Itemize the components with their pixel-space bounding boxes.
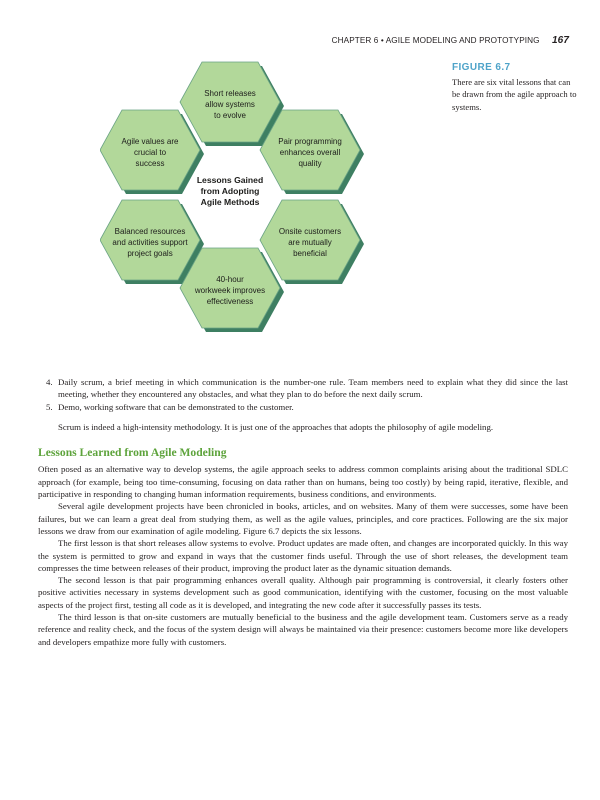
diagram-center-label <box>197 175 263 207</box>
paragraph: Several agile development projects have been chronicled in books, articles, and on websites. Many of them were successes, some have been failures, but we can learn a great deal from studying them, as well as the agile values, principles, and core practices. Following are the six major lessons we draw from our examination of agile modeling. Figure 6.7 depicts the six lessons. <box>38 501 568 536</box>
list-number: 4. <box>46 377 53 387</box>
center-text-line: Lessons Gained <box>196 175 264 185</box>
hexagon-short-releases <box>180 62 284 146</box>
page-number: 167 <box>552 35 569 46</box>
figure-label: FIGURE 6.7 <box>452 62 511 73</box>
hex-text-line: Balanced resources <box>114 227 186 236</box>
hex-text-line: project goals <box>127 249 173 258</box>
list-item <box>38 376 568 401</box>
hexagon-40-hour-workweek <box>180 248 284 332</box>
agile-lessons-diagram <box>100 56 380 346</box>
hexagon-onsite-customers <box>260 200 364 284</box>
paragraph: The first lesson is that short releases allow systems to evolve. Product updates are made often, and changes are incorporated quickly. In this way the system is permitted to grow and expand in ways that the customer finds useful. Through the use of short releases, the development team compresses the time between releases of their product, improving the product later as the dynamic situation demands. <box>38 538 568 573</box>
hexagon-balanced-resources <box>100 200 204 284</box>
center-text-line: Agile Methods <box>200 197 260 207</box>
hex-text-line: Short releases <box>204 89 256 98</box>
hex-text-line: success <box>135 159 165 168</box>
list-text: Demo, working software that can be demonstrated to the customer. <box>58 401 294 412</box>
hex-text-line: enhances overall <box>279 148 341 157</box>
paragraph: Often posed as an alternative way to develop systems, the agile approach seeks to address common complaints arising about the traditional SDLC approach (for example, being too time-consuming, focusing on data rather than on humans, being too costly) by being rapid, iterative, flexible, and participative in responding to changing human information requirements, business conditions, and environments. <box>38 464 568 500</box>
chapter-title: CHAPTER 6 • AGILE MODELING AND PROTOTYPING <box>331 36 540 45</box>
hex-text-line: crucial to <box>133 148 167 157</box>
hex-text-line: to evolve <box>213 111 247 120</box>
hex-text-line: workweek improves <box>194 286 266 295</box>
list-number: 5. <box>46 401 53 412</box>
hex-text-line: are mutually <box>288 238 332 247</box>
hexagon-agile-values <box>100 110 204 194</box>
center-text-line: from Adopting <box>200 186 260 196</box>
list-text: Daily scrum, a brief meeting in which communication is the number-one rule. Team members need to explain what they did since the last meeting, whether they encountered any obstacles, and what they plan to do before the next daily scrum. <box>58 377 568 400</box>
hex-text-line: effectiveness <box>206 297 254 306</box>
body-text <box>38 376 568 648</box>
list-item <box>38 401 568 413</box>
hex-text-line: quality <box>298 159 322 168</box>
hex-text-line: 40-hour <box>216 275 244 284</box>
hex-text-line: Onsite customers <box>278 227 342 236</box>
hex-text-line: and activities support <box>112 238 188 247</box>
hex-text-line: Pair programming <box>278 137 342 146</box>
hex-text-line: allow systems <box>205 100 255 109</box>
figure-caption: There are six vital lessons that can be drawn from the agile approach to systems. <box>452 77 577 112</box>
paragraph: The second lesson is that pair programming enhances overall quality. Although pair programming is controversial, it clearly fosters other positive activities necessary in systems development such as good communication, identifying with the customer, focusing on the most valuable aspects of the project first, testing all code as it is developed, and integrating the new code after it successfully passes its tests. <box>38 575 568 610</box>
hex-text-line: beneficial <box>293 249 327 258</box>
section-heading: Lessons Learned from Agile Modeling <box>38 446 227 460</box>
hexagon-pair-programming <box>260 110 364 194</box>
scrum-paragraph: Scrum is indeed a high-intensity methodology. It is just one of the approaches that adopts the philosophy of agile modeling. <box>58 421 494 432</box>
hex-text-line: Agile values are <box>121 137 179 146</box>
paragraph: The third lesson is that on-site customers are mutually beneficial to the business and the agile development team. Customers serve as a ready reference and reality check, and the focus of the system design will always be maintained via their presence: customers become more like developers and developers empathize more fully with customers. <box>38 612 568 647</box>
running-header <box>0 35 569 46</box>
